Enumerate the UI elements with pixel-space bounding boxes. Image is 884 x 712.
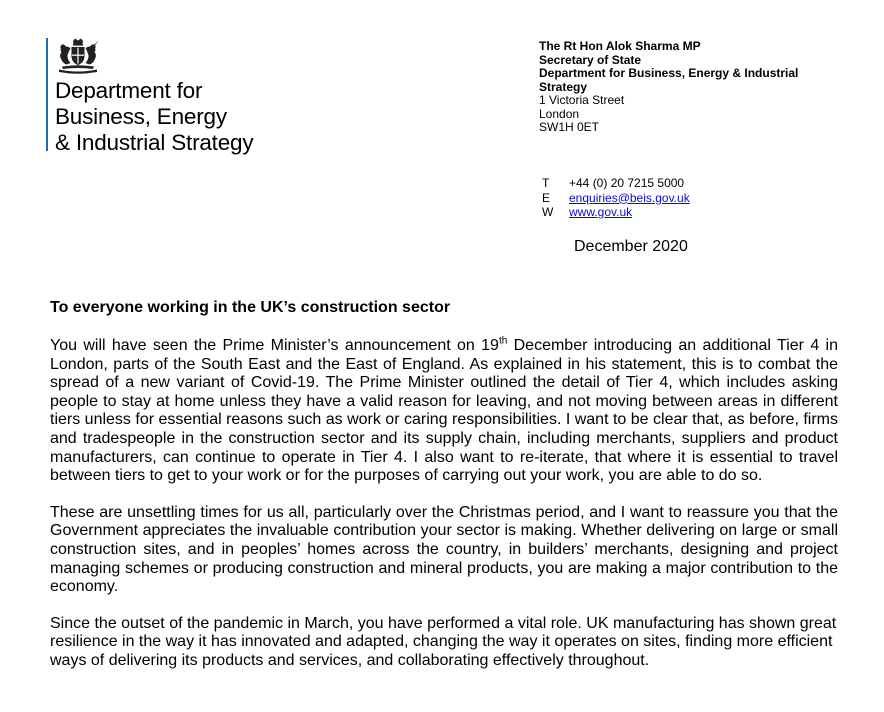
phone-number: +44 (0) 20 7215 5000: [569, 176, 685, 190]
royal-coat-of-arms-icon: [55, 38, 101, 74]
email-link[interactable]: enquiries@beis.gov.uk: [569, 190, 690, 205]
sender-postcode: SW1H 0ET: [539, 120, 600, 134]
ordinal-suffix: th: [498, 335, 508, 347]
letter-body: [50, 337, 838, 689]
sender-name: The Rt Hon Alok Sharma MP: [539, 39, 701, 53]
department-name: [55, 78, 253, 156]
contact-phone-row: [542, 176, 690, 191]
body-paragraph-2: These are unsettling times for us all, particularly over the Christmas period, and I want to reassure you that the Government appreciates the invaluable contribution your sector is making. Whether delivering on large or small construction sites, and in peoples’ homes across the country, in builders’ merchants, designing and project managing schemes or producing construction and mineral products, you are making a major contribution to the economy.: [50, 503, 838, 596]
phone-key: T: [542, 176, 550, 190]
sender-department: Department for Business, Energy & Industrial: [539, 66, 799, 80]
department-name-line: & Industrial Strategy: [55, 130, 254, 155]
paragraph-1-start: You will have seen the Prime Minister’s announcement on 19: [50, 337, 499, 354]
sender-city: London: [539, 106, 580, 121]
sender-role: Secretary of State: [539, 52, 642, 67]
sender-street: 1 Victoria Street: [539, 93, 625, 107]
web-key: W: [542, 205, 554, 219]
body-paragraph-3: Since the outset of the pandemic in March, you have performed a vital role. UK manufacturing has shown great resilience in the way it has innovated and adapted, changing the way it operates on sites, finding more efficient ways of delivering its products and services, and collaborating effectively throughout.: [50, 614, 837, 669]
department-name-line: Department for: [55, 78, 203, 103]
department-logo: [46, 38, 286, 154]
logo-bar: [46, 38, 48, 151]
email-key: E: [542, 190, 551, 205]
sender-department-cont: Strategy: [539, 79, 588, 94]
paragraph-1-rest: December introducing an additional Tier 4 in London, parts of the South East and the East of England. As explained in his statement, this is to combat the spread of a new variant of Covid-19. The Prime Minister outlined the detail of Tier 4, which includes asking people to stay at home unless they have a valid reason for leaving, and not moving between areas in different tiers unless for essential reasons such as work or caring responsibilities. I want to be clear that, as before, firms and tradespeople in the construction sector and its supply chain, including merchants, suppliers and product manufacturers, can continue to operate in Tier 4. I also want to re-iterate, that where it is essential to travel between tiers to get to your work or for the purposes of carrying out your work, you are able to do so.: [50, 337, 838, 485]
letter-heading: To everyone working in the UK’s construction sector: [50, 299, 451, 316]
contact-web-row: [542, 205, 690, 220]
contact-email-row: [542, 191, 690, 206]
body-paragraph-1: [50, 337, 838, 486]
website-link[interactable]: www.gov.uk: [569, 205, 633, 219]
sender-address: [539, 40, 798, 135]
department-name-line: Business, Energy: [55, 104, 227, 129]
letter-date: December 2020: [574, 238, 688, 255]
contact-details: [542, 176, 690, 220]
